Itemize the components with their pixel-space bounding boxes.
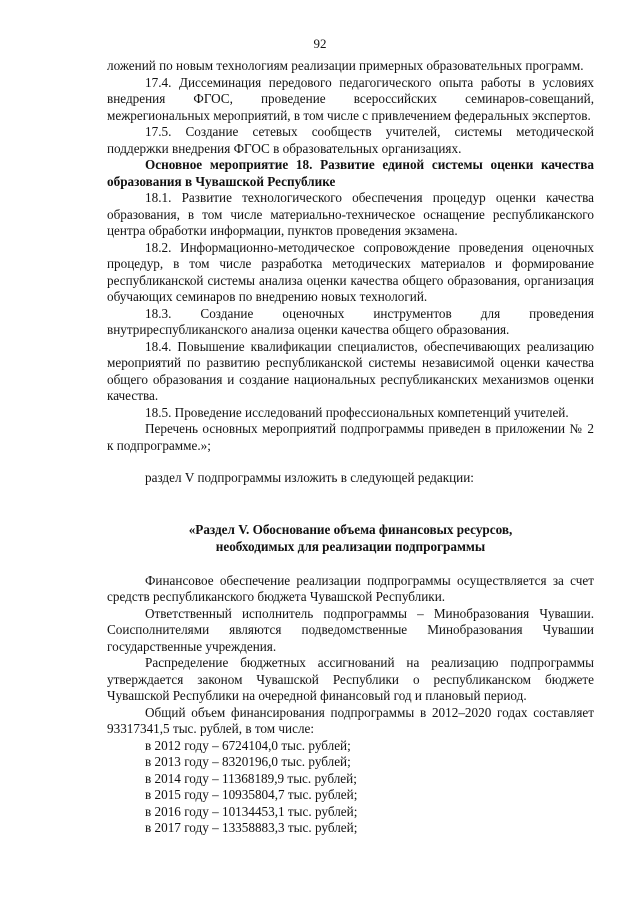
paragraph-financing-source: Финансовое обеспечение реализации подпрограммы осуществляется за счет средств республиканского бюджета Чувашской Республики. [107, 572, 594, 604]
spacer [107, 454, 594, 470]
document-body [107, 58, 594, 837]
spacer [107, 487, 594, 505]
paragraph-responsible-executor: Ответственный исполнитель подпрограммы – Минобразования Чувашии. Соисполнителями являются подведомственные Минобразования Чувашии государственные учреждения. [107, 605, 594, 654]
paragraph-18-5: 18.5. Проведение исследований профессиональных компетенций учителей. [145, 404, 569, 420]
paragraph-18-1: 18.1. Развитие технологического обеспечения процедур оценки качества образования, в том числе материально-техническое оснащение республиканского центра обработки информации, пунктов проведения экзамена. [107, 190, 594, 238]
section-title-line-1: «Раздел V. Обоснование объема финансовых ресурсов, [188, 521, 513, 537]
financing-year-item: в 2015 году – 10935804,7 тыс. рублей; [145, 787, 358, 802]
financing-year-item: в 2012 году – 6724104,0 тыс. рублей; [145, 737, 351, 753]
paragraph-17-4: 17.4. Диссеминация передового педагогического опыта работы в условиях внедрения ФГОС, проведение всероссийских семинаров-совещаний, межрегиональных мероприятий, в том числе с привлечением федеральных экспертов. [107, 74, 594, 123]
paragraph-section-v-intro: раздел V подпрограммы изложить в следующей редакции: [145, 470, 474, 485]
spacer [107, 505, 594, 521]
paragraph-budget-distribution: Распределение бюджетных ассигнований на реализацию подпрограммы утверждается законом Чувашской Республики о республиканском бюджете Чувашской Республики на очередной финансовый год и плановый период. [107, 655, 594, 703]
paragraph-18-4: 18.4. Повышение квалификации специалистов, обеспечивающих реализацию мероприятий по развитию республиканской системы независимой оценки качества общего образования и создание национальных республиканских механизмов оценки качества. [107, 338, 594, 403]
paragraph-total-financing: Общий объем финансирования подпрограммы в 2012–2020 годах составляет 93317341,5 тыс. рублей, в том числе: [107, 704, 594, 736]
financing-year-item: в 2017 году – 13358883,3 тыс. рублей; [145, 820, 358, 835]
paragraph-continuation: ложений по новым технологиям реализации примерных образовательных программ. [107, 58, 584, 73]
financing-year-item: в 2013 году – 8320196,0 тыс. рублей; [145, 754, 351, 769]
spacer [107, 555, 594, 573]
paragraph-18-3: 18.3. Создание оценочных инструментов для проведения внутриреспубликанского анализа оценки качества общего образования. [107, 305, 594, 337]
financing-year-item: в 2014 году – 11368189,9 тыс. рублей; [145, 770, 357, 786]
financing-year-item: в 2016 году – 10134453,1 тыс. рублей; [145, 803, 358, 819]
paragraph-18-2: 18.2. Информационно-методическое сопровождение проведения оценочных процедур, в том числе разработка методических материалов и формирование республиканской системы анализа оценки качества общего образования, организация обучающих семинаров по внедрению новых технологий. [107, 239, 594, 304]
page-number: 92 [313, 36, 327, 51]
paragraph-list-reference: Перечень основных мероприятий подпрограммы приведен в приложении № 2 к подпрограмме.»; [107, 421, 594, 453]
paragraph-17-5: 17.5. Создание сетевых сообществ учителей, системы методической поддержки внедрения ФГОС в образовательных организациях. [107, 124, 594, 156]
heading-measure-18: Основное мероприятие 18. Развитие единой системы оценки качества образования в Чувашской Республике [107, 157, 594, 189]
section-title-line-2: необходимых для реализации подпрограммы [215, 538, 486, 554]
